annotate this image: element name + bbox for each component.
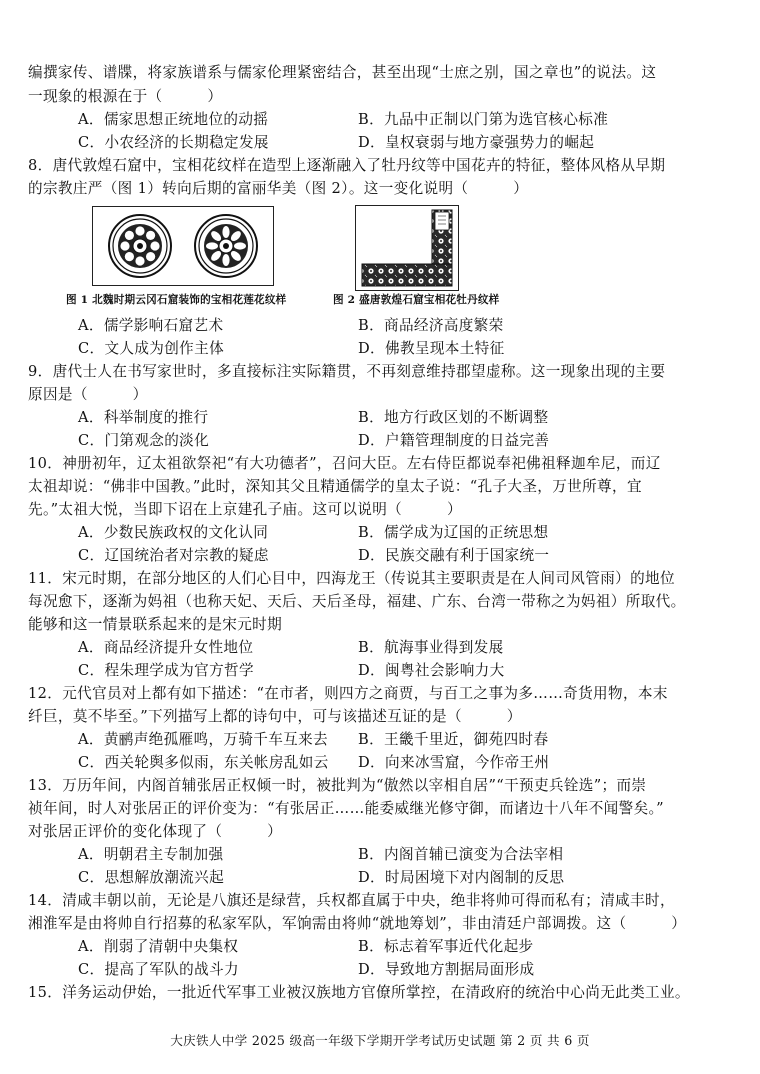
option-14a: A．削弱了清朝中央集权 <box>78 938 239 955</box>
option-11c: C．程朱理学成为官方哲学 <box>78 662 254 679</box>
question-13: 13．万历年间，内阁首辅张居正权倾一时，被批判为“傲然以宰相自居”“干预吏兵铨选”；而崇 <box>28 777 647 794</box>
option-14b: B．标志着军事近代化起步 <box>358 938 534 955</box>
question-15: 15．洋务运动伊始，一批近代军事工业被汉族地方官僚所掌控，在清政府的统治中心尚无此类工业。 <box>28 984 690 1001</box>
question-12: 12．元代官员对上都有如下描述：“在市者，则四方之商贾，与百工之事为多……奇货用物，本末 <box>28 685 668 702</box>
option-10d: D．民族交融有利于国家统一 <box>358 547 550 564</box>
text-line: 编撰家传、谱牒，将家族谱系与儒家伦理紧密结合，甚至出现“士庶之别，国之章也”的说法。这 <box>28 64 657 81</box>
option-7b: B．九品中正制以门第为选官核心标准 <box>358 111 609 128</box>
option-10b: B．儒学成为辽国的正统思想 <box>358 524 549 541</box>
option-11b: B．航海事业得到发展 <box>358 639 504 656</box>
question-10: 10．神册初年，辽太祖欲祭祀“有大功德者”，召问大臣。左右侍臣都说奉祀佛祖释迦牟尼，而辽 <box>28 455 661 472</box>
option-8d: D．佛教呈现本土特征 <box>358 340 505 357</box>
option-13c: C．思想解放潮流兴起 <box>78 869 225 886</box>
option-8a: A．儒学影响石窟艺术 <box>78 317 224 334</box>
text-line: 纤巨，莫不毕至。”下列描写上都的诗句中，可与该描述互证的是（ ） <box>28 708 522 725</box>
option-12a: A．黄鹂声绝孤雁鸣，万骑千车互来去 <box>78 731 328 748</box>
option-13d: D．时局困境下对内阁制的反思 <box>358 869 565 886</box>
option-13b: B．内阁首辅已演变为合法宰相 <box>358 846 564 863</box>
option-14d: D．导致地方割据局面形成 <box>358 961 535 978</box>
option-12b: B．王畿千里近，御苑四时春 <box>358 731 549 748</box>
peony-border-image <box>356 206 458 290</box>
text-line: 一现象的根源在于（ ） <box>28 88 223 105</box>
text-line: 先。”太祖大悦，当即下诏在上京建孔子庙。这可以说明（ ） <box>28 501 462 518</box>
option-8b: B．商品经济高度繁荣 <box>358 317 504 334</box>
page-footer: 大庆铁人中学 2025 级高一年级下学期开学考试历史试题 第 2 页 共 6 页 <box>170 1033 590 1048</box>
text-line: 湘淮军是由将帅自行招募的私家军队，军饷需由将帅“就地筹划”，非由清廷户部调拨。这（ ） <box>28 915 687 932</box>
option-12c: C．西关轮舆多似雨，东关帐房乱如云 <box>78 754 329 771</box>
option-9c: C．门第观念的淡化 <box>78 432 210 449</box>
text-line: 太祖却说：“佛非中国教。”此时，深知其父且精通儒学的皇太子说：“孔子大圣，万世所尊，宜 <box>28 478 642 495</box>
figure-2-peony-pattern <box>355 205 459 291</box>
option-9d: D．户籍管理制度的日益完善 <box>358 432 550 449</box>
text-line: 能够和这一情景联系起来的是宋元时期 <box>28 616 283 633</box>
option-10a: A．少数民族政权的文化认同 <box>78 524 269 541</box>
option-13a: A．明朝君主专制加强 <box>78 846 224 863</box>
question-9: 9．唐代士人在书写家世时，多直接标注实际籍贯，不再刻意维持郡望虚称。这一现象出现的主要 <box>28 363 666 380</box>
question-14: 14．清咸丰朝以前，无论是八旗还是绿营，兵权都直属于中央，绝非将帅可得而私有；清咸丰时， <box>28 892 675 909</box>
option-9b: B．地方行政区划的不断调整 <box>358 409 549 426</box>
option-11d: D．闽粤社会影响力大 <box>358 662 505 679</box>
text-line: 祯年间，时人对张居正的评价变为：“有张居正……能委威继光修守御，而诸边十八年不闻警矣。” <box>28 800 664 817</box>
figure-1-caption: 图 1 北魏时期云冈石窟装饰的宝相花莲花纹样 <box>66 294 287 306</box>
option-11a: A．商品经济提升女性地位 <box>78 639 254 656</box>
lotus-rosettes-image <box>93 207 273 285</box>
option-8c: C．文人成为创作主体 <box>78 340 225 357</box>
option-7c: C．小农经济的长期稳定发展 <box>78 134 269 151</box>
question-8: 8．唐代敦煌石窟中，宝相花纹样在造型上逐渐融入了牡丹纹等中国花卉的特征，整体风格从早期 <box>28 157 666 174</box>
option-7a: A．儒家思想正统地位的动摇 <box>78 111 269 128</box>
option-12d: D．向来冰雪窟，今作帝王州 <box>358 754 550 771</box>
option-9a: A．科举制度的推行 <box>78 409 209 426</box>
option-7d: D．皇权衰弱与地方豪强势力的崛起 <box>358 134 595 151</box>
text-line: 每况愈下，逐渐为妈祖（也称天妃、天后、天后圣母，福建、广东、台湾一带称之为妈祖）所取代。 <box>28 593 686 610</box>
option-10c: C．辽国统治者对宗教的疑虑 <box>78 547 269 564</box>
text-line: 对张居正评价的变化体现了（ ） <box>28 823 283 840</box>
text-line: 原因是（ ） <box>28 386 148 403</box>
figure-1-lotus-pattern <box>92 206 274 286</box>
question-11: 11．宋元时期，在部分地区的人们心目中，四海龙王（传说其主要职责是在人间司风管雨）的地位 <box>28 570 675 587</box>
option-14c: C．提高了军队的战斗力 <box>78 961 239 978</box>
text-line: 的宗教庄严（图 1）转向后期的富丽华美（图 2）。这一变化说明（ ） <box>28 180 529 197</box>
figure-2-caption: 图 2 盛唐敦煌石窟宝相花牡丹纹样 <box>333 294 500 306</box>
